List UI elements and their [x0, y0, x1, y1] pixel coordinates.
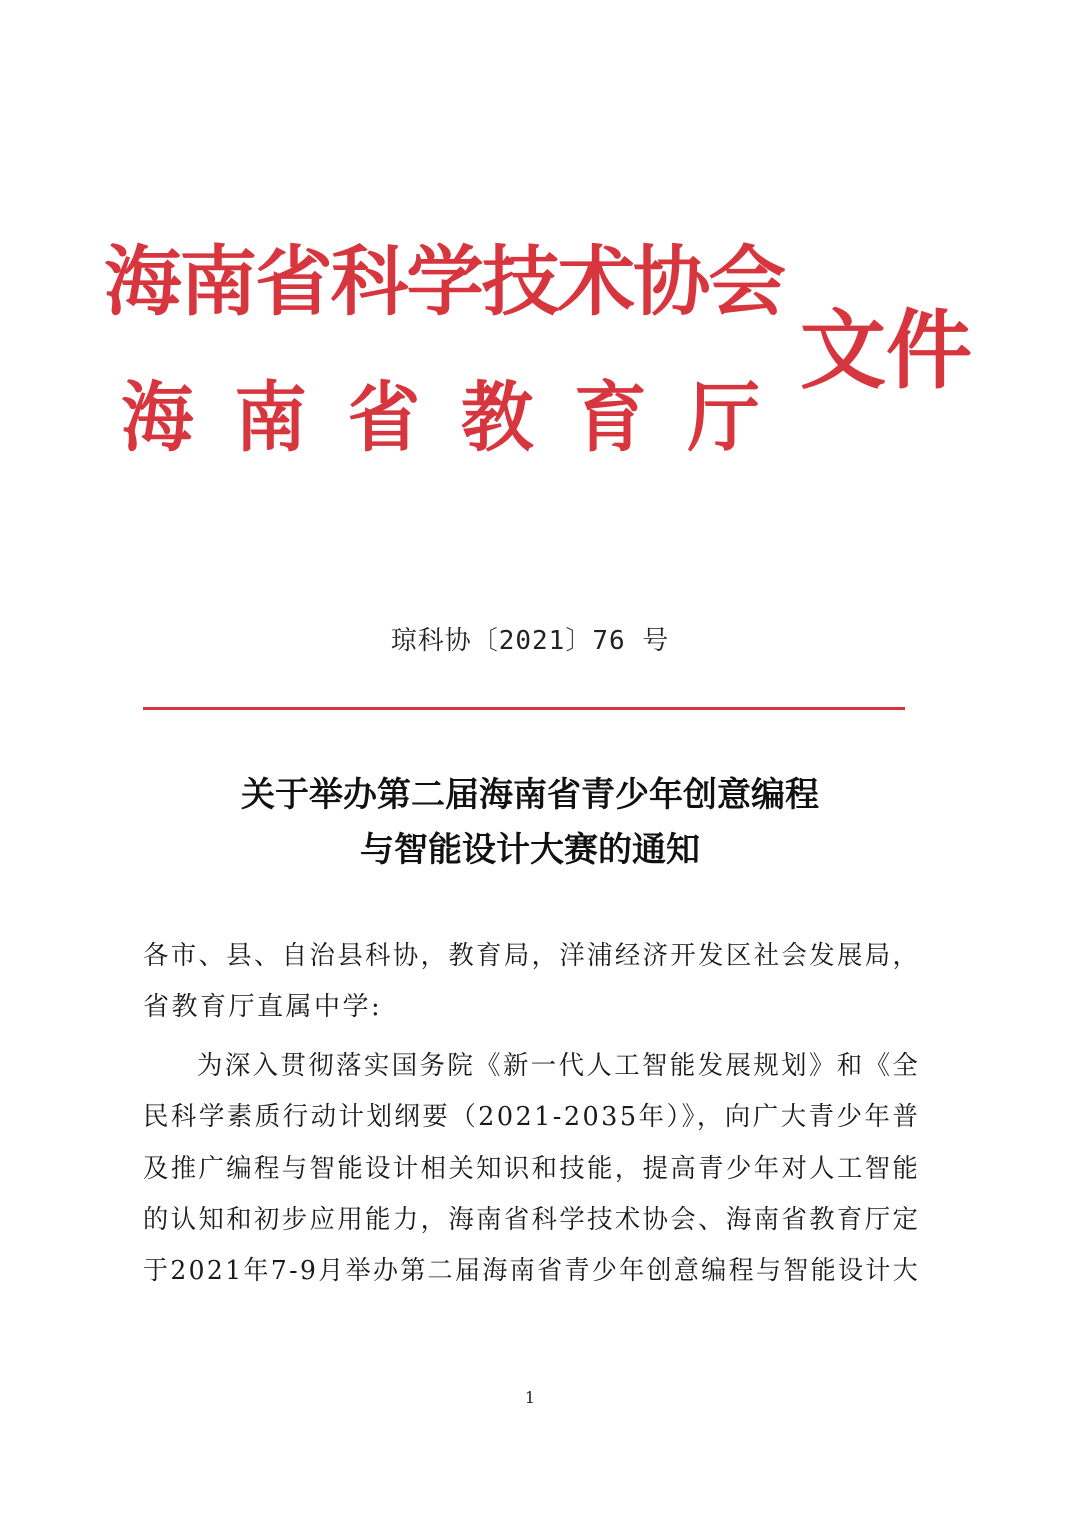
red-divider-line	[143, 707, 905, 710]
issuer-name-education-department: 海南省教育厅	[121, 373, 801, 462]
salutation-line-1: 各市、县、自治县科协，教育局，洋浦经济开发区社会发展局，	[143, 941, 921, 971]
issuer-name-science-association: 海南省科学技术协会	[104, 237, 784, 326]
paragraph-line: 为深入贯彻落实国务院《新一代人工智能发展规划》和《全	[197, 1051, 921, 1081]
page-number: 1	[524, 1388, 536, 1407]
paragraph-line: 及推广编程与智能设计相关知识和技能，提高青少年对人工智能	[143, 1154, 921, 1184]
paragraph-line: 的认知和初步应用能力，海南省科学技术协会、海南省教育厅定	[143, 1205, 921, 1235]
document-type-label: 文件	[800, 300, 972, 401]
paragraph-line: 于2021年7-9月举办第二届海南省青少年创意编程与智能设计大	[143, 1256, 921, 1286]
paragraph-line: 民科学素质行动计划纲要（2021-2035年）》，向广大青少年普	[143, 1102, 921, 1132]
document-number: 琼科协〔2021〕76 号	[390, 626, 670, 656]
document-title-line-2: 与智能设计大赛的通知	[360, 830, 700, 870]
salutation-line-2: 省教育厅直属中学:	[143, 992, 383, 1022]
document-title-line-1: 关于举办第二届海南省青少年创意编程	[241, 775, 819, 815]
